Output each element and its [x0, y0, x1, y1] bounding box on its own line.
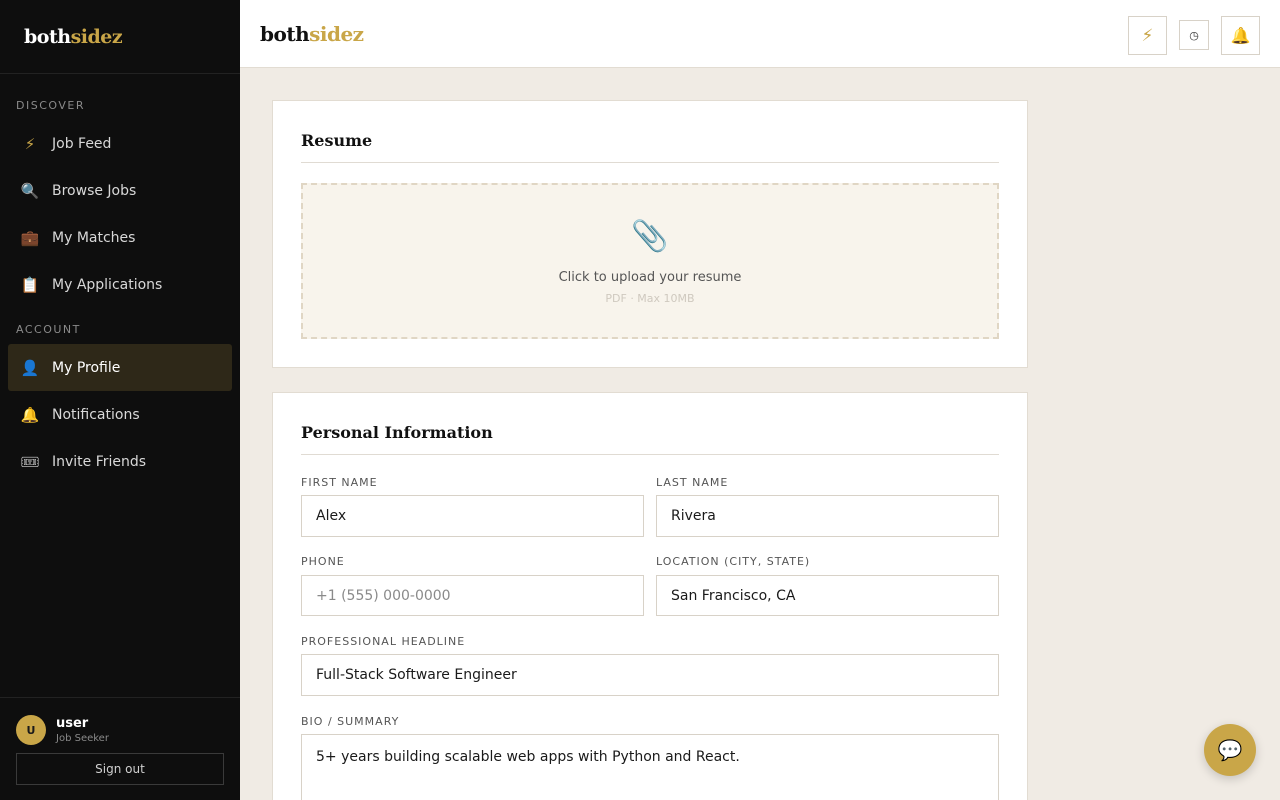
user-icon: 👤 [20, 358, 40, 377]
upload-hint: PDF · Max 10MB [605, 292, 695, 305]
headline-field[interactable] [301, 654, 999, 696]
lightning-button[interactable] [1128, 16, 1167, 55]
sidebar-item-label: Browse Jobs [52, 182, 137, 199]
resume-card [272, 100, 1028, 368]
user-role: Job Seeker [56, 733, 109, 744]
sidebar-item-job-feed[interactable] [8, 120, 232, 167]
avatar: U [16, 715, 46, 745]
first-name-label: FIRST NAME [301, 476, 378, 489]
personal-info-card [272, 392, 1028, 800]
sidebar-item-label: Notifications [52, 406, 140, 423]
location-label: LOCATION (CITY, STATE) [656, 555, 811, 568]
notifications-button[interactable] [1221, 16, 1260, 55]
top-header [240, 0, 1280, 68]
clipboard-icon: 📋 [20, 275, 40, 294]
lightning-icon: ⚡ [1141, 25, 1154, 46]
sidebar-item-my-applications[interactable] [8, 261, 232, 308]
sidebar-logo[interactable] [0, 0, 240, 74]
account-nav [0, 344, 240, 485]
logo-text-part2: sidez [70, 26, 123, 48]
sidebar-item-label: My Applications [52, 276, 163, 293]
phone-label: PHONE [301, 555, 345, 568]
headline-label: PROFESSIONAL HEADLINE [301, 635, 466, 648]
section-label-discover: DISCOVER [16, 99, 85, 112]
location-field[interactable] [656, 575, 999, 616]
sidebar-item-label: Invite Friends [52, 453, 147, 470]
last-name-label: LAST NAME [656, 476, 729, 489]
clock-icon: ◷ [1189, 28, 1199, 42]
clock-button[interactable] [1179, 20, 1209, 50]
bio-label: BIO / SUMMARY [301, 715, 400, 728]
sign-out-button[interactable]: Sign out [16, 753, 224, 785]
sidebar-item-browse-jobs[interactable] [8, 167, 232, 214]
first-name-field[interactable] [301, 495, 644, 537]
search-icon: 🔍 [20, 181, 40, 200]
resume-title: Resume [301, 101, 999, 163]
resume-upload-dropzone[interactable] [301, 183, 999, 339]
sidebar [0, 0, 240, 800]
section-label-account: ACCOUNT [16, 323, 81, 336]
user-name: user [56, 716, 89, 731]
user-info [16, 715, 224, 745]
sidebar-footer [0, 697, 240, 800]
ticket-icon: 🎟 [20, 452, 40, 471]
upload-text: Click to upload your resume [558, 270, 742, 285]
logo-text-part1: both [260, 22, 310, 46]
logo-text-part1: both [24, 26, 71, 48]
lightning-icon: ⚡ [24, 134, 36, 153]
phone-field[interactable] [301, 575, 644, 616]
sidebar-item-label: Job Feed [52, 135, 112, 152]
personal-info-title: Personal Information [301, 393, 999, 455]
briefcase-icon: 💼 [20, 228, 40, 247]
sidebar-item-label: My Profile [52, 359, 121, 376]
paperclip-icon: 📎 [631, 219, 669, 254]
sidebar-item-notifications[interactable] [8, 391, 232, 438]
sidebar-item-my-matches[interactable] [8, 214, 232, 261]
bell-icon: 🔔 [1230, 26, 1251, 45]
sidebar-item-my-profile[interactable] [8, 344, 232, 391]
bio-textarea[interactable] [301, 734, 999, 800]
logo-text-part2: sidez [309, 22, 364, 46]
discover-nav [0, 120, 240, 308]
chat-bubble-icon: 💬 [1217, 738, 1243, 762]
chat-button[interactable] [1204, 724, 1256, 776]
header-logo[interactable] [260, 22, 364, 46]
sidebar-item-label: My Matches [52, 229, 136, 246]
sidebar-item-invite-friends[interactable] [8, 438, 232, 485]
last-name-field[interactable] [656, 495, 999, 537]
bell-icon: 🔔 [20, 405, 40, 424]
